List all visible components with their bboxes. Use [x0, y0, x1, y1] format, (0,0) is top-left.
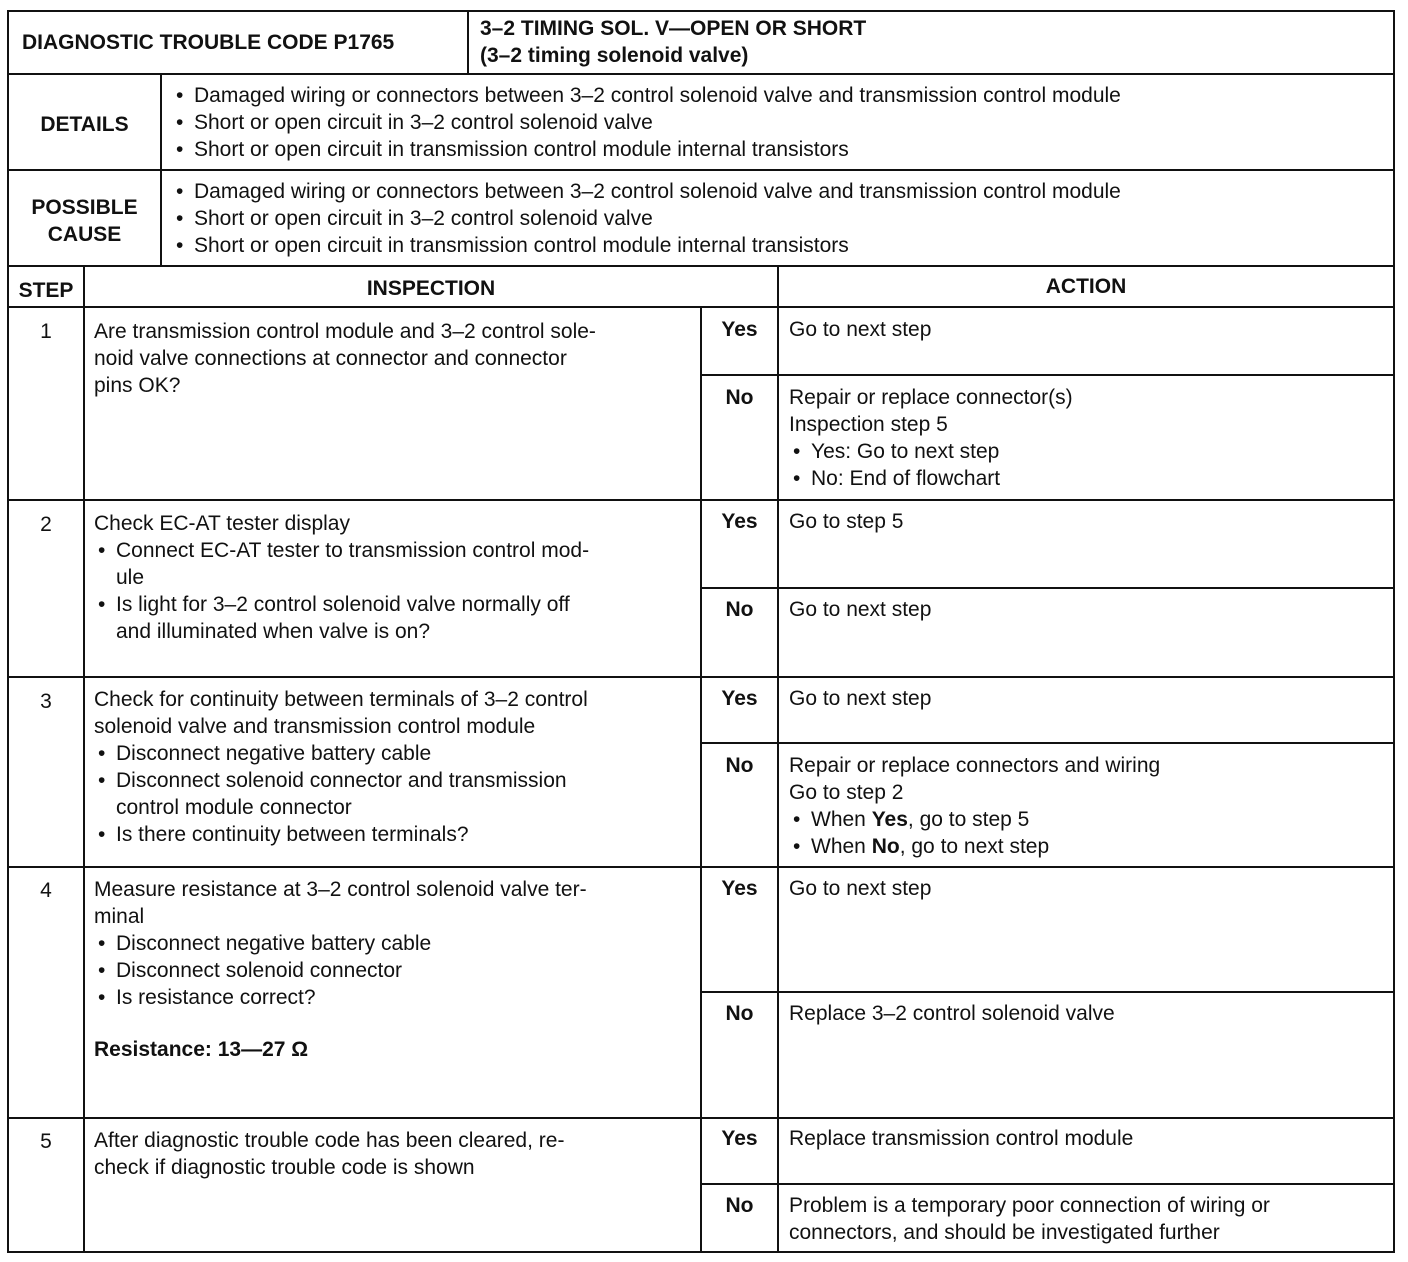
details-item: • Damaged wiring or connectors between 3–2 control solenoid valve and transmission control module [172, 82, 1121, 109]
yesno-column-line [700, 306, 702, 1253]
inspection-line: pins OK? [94, 374, 181, 397]
step-number: 1 [40, 320, 52, 343]
inspection-bullet: • Connect EC-AT tester to transmission control mod- ule [94, 537, 589, 591]
inspection-bullet: • Is there continuity between terminals? [94, 821, 588, 848]
details-item: • Short or open circuit in transmission control module internal transistors [172, 136, 1121, 163]
dtc-title-line1: 3–2 TIMING SOL. V—OPEN OR SHORT [480, 17, 867, 40]
yes-action: Go to next step [789, 687, 932, 710]
yes-label: Yes [721, 510, 758, 533]
action-bullet: • When Yes, go to step 5 [789, 806, 1160, 833]
step-column-header: STEP [18, 279, 74, 302]
inspection-bullet: • Is light for 3–2 control solenoid valve normally off and illuminated when valve is on? [94, 591, 589, 645]
inspection-column-header: INSPECTION [366, 277, 496, 300]
inspection-text [94, 876, 587, 1011]
inspection-line: Check for continuity between terminals of 3–2 control [94, 688, 588, 711]
inspection-line: solenoid valve and transmission control module [94, 715, 536, 738]
inspection-text [94, 510, 589, 645]
no-action: Replace 3–2 control solenoid valve [789, 1002, 1115, 1025]
no-label: No [725, 386, 754, 409]
inspection-bullet: • Disconnect solenoid connector [94, 957, 587, 984]
possible-cause-list [172, 178, 1121, 259]
inspection-line: Measure resistance at 3–2 control solenoid valve ter- [94, 878, 587, 901]
action-line: Go to step 2 [789, 781, 904, 804]
action-bullet: • Yes: Go to next step [789, 438, 1073, 465]
action-line: Repair or replace connectors and wiring [789, 754, 1161, 777]
inspection-text [94, 318, 596, 399]
row-separator [7, 499, 1395, 501]
inspection-line: minal [94, 905, 145, 928]
dtc-title-line2: (3–2 timing solenoid valve) [480, 44, 749, 67]
inspection-text [94, 686, 588, 848]
row-separator [7, 1117, 1395, 1119]
no-label: No [725, 1194, 754, 1217]
no-action [789, 1192, 1270, 1246]
yes-no-separator [700, 742, 1395, 744]
dtc-code-label: DIAGNOSTIC TROUBLE CODE P1765 [22, 31, 395, 54]
yes-action: Go to next step [789, 877, 932, 900]
inspection-bullet: • Disconnect solenoid connector and transmission control module connector [94, 767, 588, 821]
resistance-spec: Resistance: 13—27 Ω [94, 1038, 309, 1061]
yes-no-separator [700, 374, 1395, 376]
no-label: No [725, 1002, 754, 1025]
inspection-bullet: • Is resistance correct? [94, 984, 587, 1011]
step-number: 2 [40, 513, 52, 536]
yes-no-separator [700, 991, 1395, 993]
yes-label: Yes [721, 1127, 758, 1150]
inspection-line: Check EC-AT tester display [94, 512, 350, 535]
step-number: 5 [40, 1130, 52, 1153]
yes-action: Replace transmission control module [789, 1127, 1134, 1150]
action-line: Problem is a temporary poor connection of wiring or [789, 1194, 1270, 1217]
yes-action: Go to next step [789, 318, 932, 341]
inspection-line: noid valve connections at connector and connector [94, 347, 567, 370]
step-number: 4 [40, 879, 52, 902]
possible-cause-label-line2: CAUSE [47, 223, 122, 246]
row-separator [7, 866, 1395, 868]
yes-no-separator [700, 587, 1395, 589]
inspection-bullet: • Disconnect negative battery cable [94, 740, 588, 767]
possible-cause-item: • Short or open circuit in transmission control module internal transistors [172, 232, 1121, 259]
yes-label: Yes [721, 877, 758, 900]
no-action [789, 384, 1073, 492]
action-line: Repair or replace connector(s) [789, 386, 1073, 409]
possible-cause-item: • Short or open circuit in 3–2 control solenoid valve [172, 205, 1121, 232]
action-line: Inspection step 5 [789, 413, 948, 436]
action-column-line [777, 265, 779, 1253]
action-line: connectors, and should be investigated further [789, 1221, 1220, 1244]
details-item: • Short or open circuit in 3–2 control solenoid valve [172, 109, 1121, 136]
possible-cause-divider [160, 169, 162, 267]
yes-action: Go to step 5 [789, 510, 904, 533]
no-label: No [725, 598, 754, 621]
action-column-header: ACTION [1045, 275, 1127, 298]
details-label: DETAILS [40, 113, 129, 136]
details-list [172, 82, 1121, 163]
yes-label: Yes [721, 687, 758, 710]
action-bullet: • When No, go to next step [789, 833, 1160, 860]
step-column-line [83, 265, 85, 1253]
inspection-line: After diagnostic trouble code has been cleared, re- [94, 1129, 565, 1152]
details-divider [160, 73, 162, 171]
inspection-bullet: • Disconnect negative battery cable [94, 930, 587, 957]
possible-cause-label-line1: POSSIBLE [31, 196, 138, 219]
inspection-line: Are transmission control module and 3–2 control sole- [94, 320, 596, 343]
inspection-text [94, 1127, 564, 1181]
row-separator [7, 676, 1395, 678]
header-divider [467, 10, 469, 75]
inspection-line: check if diagnostic trouble code is shown [94, 1156, 475, 1179]
action-bullet: • No: End of flowchart [789, 465, 1073, 492]
step-number: 3 [40, 690, 52, 713]
no-action: Go to next step [789, 598, 932, 621]
yes-label: Yes [721, 318, 758, 341]
yes-no-separator [700, 1183, 1395, 1185]
no-label: No [725, 754, 754, 777]
no-action [789, 752, 1160, 860]
possible-cause-item: • Damaged wiring or connectors between 3–2 control solenoid valve and transmission control module [172, 178, 1121, 205]
